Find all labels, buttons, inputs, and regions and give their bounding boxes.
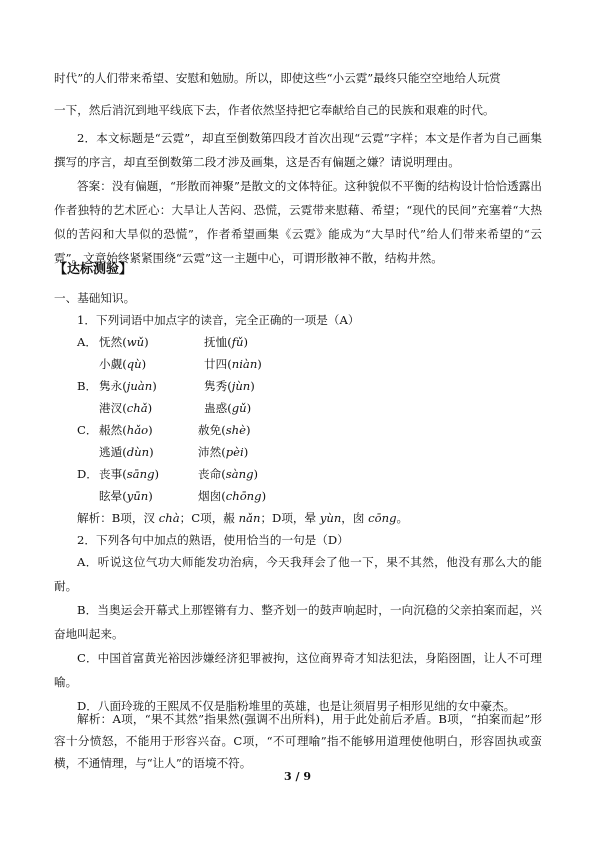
word: 廿四 [204, 357, 228, 371]
section-heading: 【达标测验】 [54, 262, 133, 277]
pinyin: chōng [225, 489, 262, 503]
word: 隽秀 [204, 379, 228, 393]
explain-text: 。 [396, 511, 409, 525]
q1-option-d-row2b: 烟囱(chōng) [198, 489, 267, 503]
word: 抚恤 [204, 335, 228, 349]
q1-option-b-row1b: 隽秀(jùn) [204, 379, 255, 393]
explain-text: ，囱 [341, 511, 369, 525]
q2b-option-b: B．当奥运会开幕式上那铿锵有力、整齐划一的鼓声响起时，一向沉稳的父亲拍案而起，兴奋地叫起来。 [54, 603, 542, 641]
pinyin: fǔ [231, 335, 244, 349]
q1-option-d-row1: D．丧事(sāng) [77, 467, 160, 481]
q1-option-a-row2: 小觑(qù) [99, 357, 147, 371]
q2b-explanation: 解析：A项，“果不其然”指果然(强调不出所料)，用于此处前后矛盾。B项，“拍案而起”形容十分愤怒，不能用于形容兴奋。C项，“不可理喻”指不能够用道理使他明白，形容固执或蛮横，不通情理，与“让人”的语境不符。 [54, 712, 542, 770]
explain-text: 解析：B项，汊 [77, 511, 159, 525]
word: 沛然 [198, 445, 222, 459]
q1-option-c-row2: 逃遁(dùn) [99, 445, 154, 459]
pinyin: juàn [126, 379, 153, 393]
q2b-option-a: A．听说这位气功大师能发功治病，今天我拜会了他一下，果不其然，他没有那么大的能耐。 [54, 555, 542, 593]
word: 赧然 [99, 423, 123, 437]
word: 蛊惑 [204, 401, 228, 415]
q1-stem: 1．下列词语中加点字的读音，完全正确的一项是（A） [77, 313, 360, 327]
q2b-option-c: C．中国首富黄光裕因涉嫌经济犯罪被拘，这位商界奇才知法犯法，身陷囹圄，让人不可理喻。 [54, 651, 542, 689]
pinyin: jùn [231, 379, 251, 393]
explain-text: ；D项，晕 [260, 511, 320, 525]
word: 赦免 [198, 423, 222, 437]
pinyin: shè [225, 423, 247, 437]
q1-option-a-row1: A． 怃然(wǔ) [77, 335, 149, 349]
pinyin: dùn [126, 445, 150, 459]
word: 怃然 [99, 335, 123, 349]
intro-line-1: 时代”的人们带来希望、安慰和勉励。所以，即使这些“小云霓”最终只能空空地给人玩赏 [54, 71, 501, 85]
q1-option-b-row2b: 蛊惑(gǔ) [204, 401, 252, 415]
q2b-stem: 2．下列各句中加点的熟语，使用恰当的一句是（D） [77, 533, 349, 547]
q2b-option-d: D．八面玲珑的王熙凤不仅是脂粉堆里的英雄，也是让须眉男子相形见绌的女中豪杰。 [77, 699, 516, 713]
section-subheading: 一、基础知识。 [54, 291, 136, 305]
word: 烟囱 [198, 489, 222, 503]
q1-option-b-row2: 港汊(chǎ) [99, 401, 153, 415]
q1-option-c-row2b: 沛然(pèi) [198, 445, 249, 459]
pinyin: sāng [126, 467, 155, 481]
pinyin: wǔ [126, 335, 145, 349]
pinyin: sàng [225, 467, 254, 481]
word: 隽永 [99, 379, 123, 393]
question-2-answer: 答案：没有偏题，“形散而神聚”是散文的文体特征。这种貌似不平衡的结构设计恰恰透露出作者独特的艺术匠心：大旱让人苦闷、恐慌，云霓带来慰藉、希望；“现代的民间”充塞着“大热似的苦闷和大旱似的恐慌”，作者希望画集《云霓》能成为“大旱时代”给人们带来希望的“云霓”。文章始终紧紧围绕“云霓”这一主题中心，可谓形散神不散，结构井然。 [54, 179, 542, 265]
pinyin: hǎo [126, 423, 149, 437]
pinyin: chǎ [126, 401, 148, 415]
option-letter: C． [77, 423, 98, 437]
explain-pinyin: nǎn [238, 511, 261, 525]
option-letter: D． [77, 467, 98, 481]
q1-option-c-row1: C． 赧然(hǎo) [77, 423, 153, 437]
explain-text: ；C项，赧 [179, 511, 239, 525]
word: 港汊 [99, 401, 123, 415]
word: 眩晕 [99, 489, 123, 503]
option-letter: B． [77, 379, 98, 393]
explain-pinyin: cōng [368, 511, 397, 525]
word: 小觑 [99, 357, 123, 371]
q1-option-c-row1b: 赦免(shè) [198, 423, 251, 437]
intro-line-2: 一下，然后消沉到地平线底下去，作者依然坚持把它奉献给自己的民族和艰难的时代。 [54, 103, 495, 117]
explain-pinyin: yùn [319, 511, 342, 525]
q1-option-a-row2b: 廿四(niàn) [204, 357, 262, 371]
q1-option-a-row1b: 抚恤(fǔ) [204, 335, 249, 349]
option-letter: A． [77, 335, 97, 349]
word: 丧事 [99, 467, 123, 481]
page-number: 3 / 9 [284, 770, 311, 783]
explain-pinyin: chà [158, 511, 180, 525]
pinyin: yūn [126, 489, 149, 503]
pinyin: pèi [225, 445, 244, 459]
pinyin: qù [126, 357, 142, 371]
q1-option-d-row1b: 丧命(sàng) [198, 467, 259, 481]
word: 逃遁 [99, 445, 123, 459]
question-2-text: 2．本文标题是“云霓”，却直至倒数第四段才首次出现“云霓”字样；本文是作者为自己画集撰写的序言，却直至倒数第二段才涉及画集，这是否有偏题之嫌？请说明理由。 [54, 131, 542, 169]
q1-option-d-row2: 眩晕(yūn) [99, 489, 153, 503]
q1-explanation [77, 510, 408, 526]
pinyin: niàn [231, 357, 258, 371]
q1-option-b-row1: B． 隽永(juàn) [77, 379, 157, 393]
word: 丧命 [198, 467, 222, 481]
pinyin: gǔ [231, 401, 247, 415]
